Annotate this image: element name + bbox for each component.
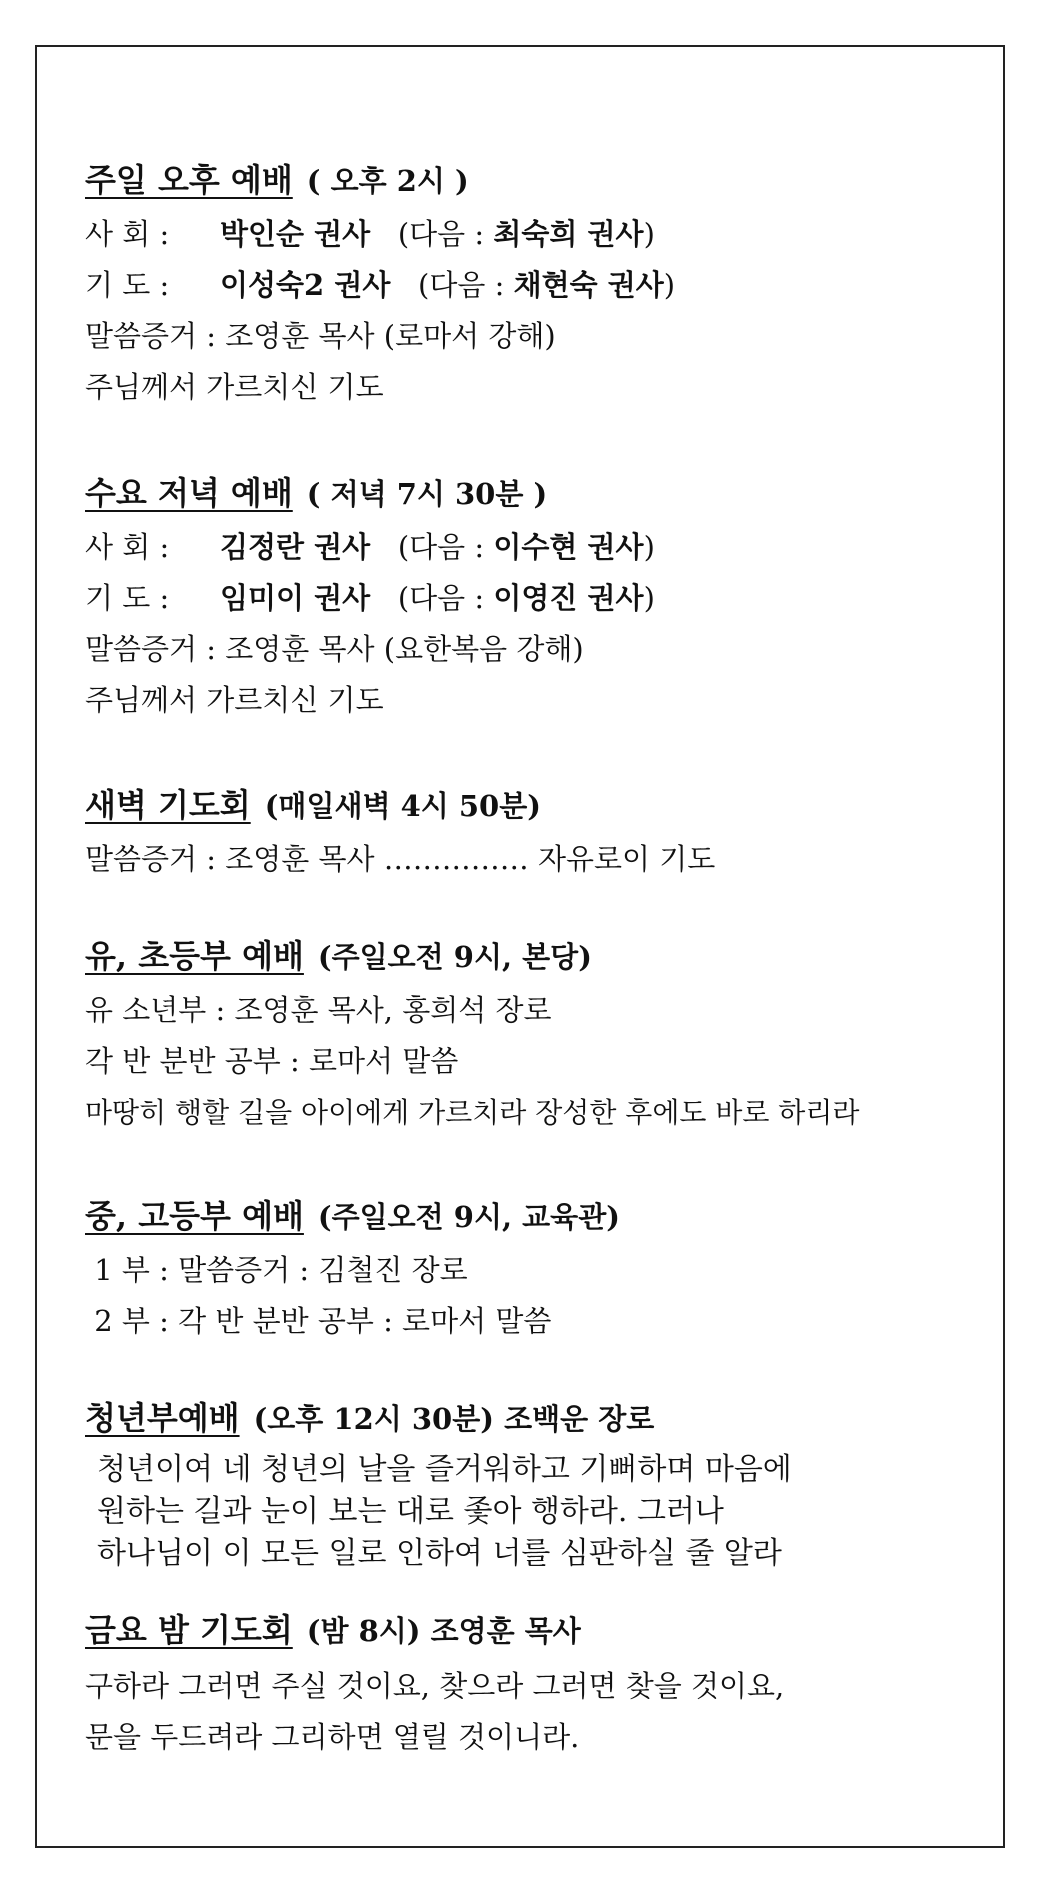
- section-title: 수요 저녁 예배: [85, 474, 293, 512]
- section-heading: [85, 1196, 981, 1237]
- section-friday-prayer: [85, 1610, 981, 1763]
- section-heading: [85, 936, 981, 977]
- text-line: 1 부 : 말씀증거 : 김철진 장로: [85, 1253, 468, 1287]
- section-youth-worship: [85, 1196, 981, 1347]
- section-heading: [85, 473, 981, 514]
- text-line: 마땅히 행할 길을 아이에게 가르치라 장성한 후에도 바로 하리라: [85, 1096, 860, 1129]
- text-line: 주님께서 가르치신 기도: [85, 683, 384, 717]
- section-time: ( 저녁 7시 30분 ): [306, 477, 548, 511]
- section-title: 주일 오후 예배: [85, 161, 293, 199]
- role-line: 사 회 : 김정란 권사 (다음 : 이수현 권사): [85, 530, 655, 564]
- text-line: 말씀증거 : 조영훈 목사 …………… 자유로이 기도: [85, 842, 716, 876]
- section-title: 유, 초등부 예배: [85, 937, 304, 975]
- verse-line: 원하는 길과 눈이 보는 대로 좇아 행하라. 그러나: [97, 1494, 724, 1529]
- section-time: (밤 8시) 조영훈 목사: [306, 1614, 581, 1648]
- text-line: 유 소년부 : 조영훈 목사, 홍희석 장로: [85, 993, 552, 1027]
- section-heading: [85, 1398, 981, 1439]
- text-line: 각 반 분반 공부 : 로마서 말씀: [85, 1044, 459, 1078]
- section-wednesday-evening: [85, 473, 981, 726]
- verse-line: 하나님이 이 모든 일로 인하여 너를 심판하실 줄 알라: [97, 1536, 782, 1571]
- section-time: (주일오전 9시, 교육관): [317, 1200, 620, 1234]
- text-line: 말씀증거 : 조영훈 목사 (요한복음 강해): [85, 632, 584, 666]
- section-time: ( 오후 2시 ): [306, 164, 469, 198]
- section-time: (매일새벽 4시 50분): [264, 789, 541, 823]
- section-dawn-prayer: [85, 785, 981, 885]
- role-name: 이성숙2 권사: [220, 268, 391, 302]
- text-line: 말씀증거 : 조영훈 목사 (로마서 강해): [85, 319, 556, 353]
- role-name: 박인순 권사: [220, 217, 371, 251]
- next-name: 채현숙 권사: [513, 268, 664, 302]
- section-time: (오후 12시 30분) 조백운 장로: [253, 1402, 655, 1436]
- verse-line: 문을 두드려라 그리하면 열릴 것이니라.: [85, 1720, 580, 1754]
- verse-line: 구하라 그러면 주실 것이요, 찾으라 그러면 찾을 것이요,: [85, 1669, 785, 1703]
- section-title: 새벽 기도회: [85, 786, 251, 824]
- text-line: 2 부 : 각 반 분반 공부 : 로마서 말씀: [85, 1304, 552, 1338]
- next-name: 이수현 권사: [493, 530, 644, 564]
- verse-line: 청년이여 네 청년의 날을 즐거워하고 기뻐하며 마음에: [97, 1452, 792, 1487]
- role-line: 사 회 : 박인순 권사 (다음 : 최숙희 권사): [85, 217, 655, 251]
- next-name: 최숙희 권사: [493, 217, 644, 251]
- text-line: 주님께서 가르치신 기도: [85, 370, 384, 404]
- section-young-adult-worship: [85, 1398, 981, 1575]
- section-sunday-afternoon: [85, 160, 981, 413]
- next-name: 이영진 권사: [493, 581, 644, 615]
- section-heading: [85, 785, 981, 826]
- section-title: 청년부예배: [85, 1399, 240, 1437]
- section-heading: [85, 1610, 981, 1651]
- role-line: 기 도 : 이성숙2 권사 (다음 : 채현숙 권사): [85, 268, 676, 302]
- role-name: 임미이 권사: [220, 581, 371, 615]
- role-line: 기 도 : 임미이 권사 (다음 : 이영진 권사): [85, 581, 655, 615]
- section-time: (주일오전 9시, 본당): [317, 940, 592, 974]
- section-heading: [85, 160, 981, 201]
- section-children-worship: [85, 936, 981, 1138]
- section-title: 금요 밤 기도회: [85, 1611, 293, 1649]
- section-title: 중, 고등부 예배: [85, 1197, 304, 1235]
- role-name: 김정란 권사: [220, 530, 371, 564]
